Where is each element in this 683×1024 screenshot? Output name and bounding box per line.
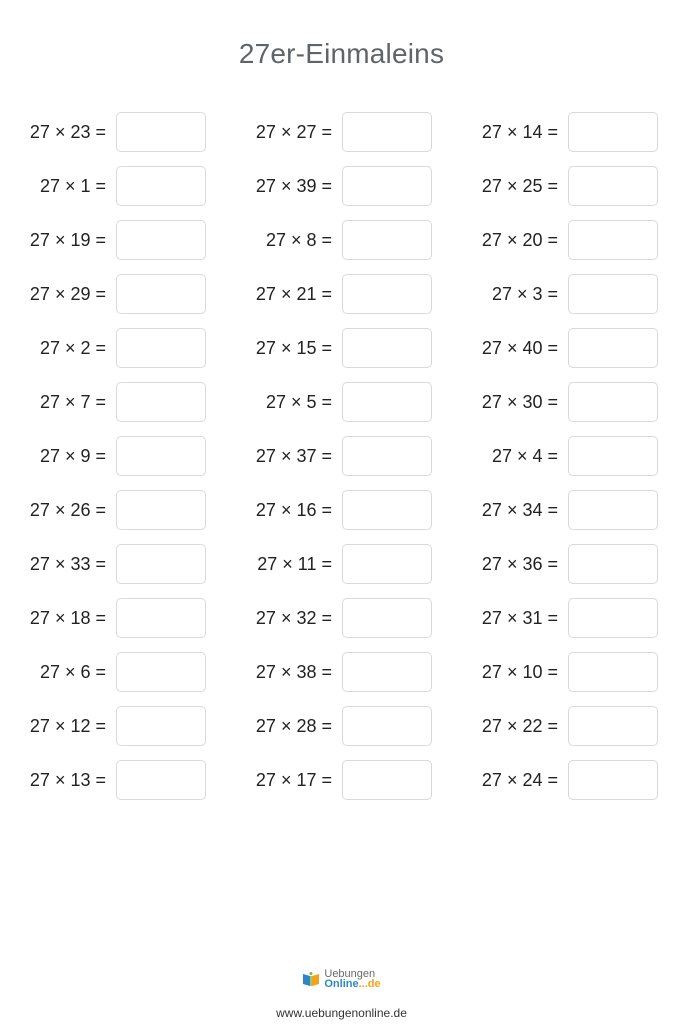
problem-equation: 27 × 37 = (255, 446, 332, 466)
problem-equation: 27 × 24 = (481, 770, 558, 790)
problem-cell (226, 760, 452, 800)
problem-equation: 27 × 40 = (481, 338, 558, 358)
answer-input[interactable] (568, 382, 658, 422)
problem-cell (0, 436, 226, 476)
problem-equation: 27 × 13 = (29, 770, 106, 790)
answer-input[interactable] (568, 112, 658, 152)
problem-row (0, 706, 683, 746)
answer-input[interactable] (568, 652, 658, 692)
problem-cell (0, 598, 226, 638)
problem-cell (0, 382, 226, 422)
logo-wordmark (324, 969, 380, 989)
problem-cell (0, 220, 226, 260)
problem-equation: 27 × 34 = (481, 500, 558, 520)
problem-equation: 27 × 16 = (255, 500, 332, 520)
problem-equation: 27 × 7 = (39, 392, 106, 412)
problem-cell (452, 274, 678, 314)
logo-text-top: Uebungen (324, 968, 376, 980)
answer-input[interactable] (116, 760, 206, 800)
answer-input[interactable] (568, 598, 658, 638)
page-title: 27er-Einmaleins (238, 38, 445, 69)
problem-cell (452, 328, 678, 368)
problem-row (0, 760, 683, 800)
problem-cell (0, 328, 226, 368)
answer-input[interactable] (568, 436, 658, 476)
problem-cell (0, 274, 226, 314)
logo-text-de: de (367, 978, 381, 990)
problem-equation: 27 × 23 = (29, 122, 106, 142)
answer-input[interactable] (568, 760, 658, 800)
answer-input[interactable] (342, 490, 432, 530)
problem-equation: 27 × 18 = (29, 608, 106, 628)
problem-equation: 27 × 9 = (39, 446, 106, 466)
logo-text-online: Online (324, 978, 359, 990)
answer-input[interactable] (116, 706, 206, 746)
answer-input[interactable] (342, 112, 432, 152)
problem-cell (0, 652, 226, 692)
problem-equation: 27 × 32 = (255, 608, 332, 628)
problem-cell (452, 112, 678, 152)
answer-input[interactable] (116, 652, 206, 692)
answer-input[interactable] (342, 760, 432, 800)
answer-input[interactable] (342, 166, 432, 206)
answer-input[interactable] (116, 166, 206, 206)
problem-cell (0, 166, 226, 206)
problem-cell (226, 436, 452, 476)
problem-cell (226, 382, 452, 422)
answer-input[interactable] (116, 328, 206, 368)
answer-input[interactable] (116, 436, 206, 476)
problem-cell (452, 652, 678, 692)
problem-cell (0, 760, 226, 800)
answer-input[interactable] (342, 220, 432, 260)
problem-equation: 27 × 27 = (255, 122, 332, 142)
problem-cell (226, 706, 452, 746)
problem-equation: 27 × 4 = (491, 446, 558, 466)
problem-cell (226, 328, 452, 368)
answer-input[interactable] (116, 544, 206, 584)
problem-equation: 27 × 39 = (255, 176, 332, 196)
answer-input[interactable] (568, 166, 658, 206)
footer-url: www.uebungenonline.de (276, 1006, 407, 1020)
problem-cell (0, 490, 226, 530)
problem-equation: 27 × 21 = (255, 284, 332, 304)
site-logo (0, 966, 683, 992)
problem-cell (226, 274, 452, 314)
problem-equation: 27 × 2 = (39, 338, 106, 358)
answer-input[interactable] (116, 112, 206, 152)
problem-equation: 27 × 25 = (481, 176, 558, 196)
problem-equation: 27 × 6 = (39, 662, 106, 682)
problem-equation: 27 × 30 = (481, 392, 558, 412)
problem-cell (0, 544, 226, 584)
problem-equation: 27 × 20 = (481, 230, 558, 250)
problem-row (0, 544, 683, 584)
problem-cell (0, 112, 226, 152)
problem-row (0, 490, 683, 530)
problem-equation: 27 × 5 = (265, 392, 332, 412)
problem-equation: 27 × 38 = (255, 662, 332, 682)
problem-equation: 27 × 19 = (29, 230, 106, 250)
problem-equation: 27 × 31 = (481, 608, 558, 628)
problem-cell (452, 382, 678, 422)
answer-input[interactable] (568, 706, 658, 746)
problem-row (0, 166, 683, 206)
problem-equation: 27 × 3 = (491, 284, 558, 304)
answer-input[interactable] (116, 382, 206, 422)
logo-dots: ... (358, 978, 368, 990)
problem-row (0, 436, 683, 476)
problem-row (0, 112, 683, 152)
problem-cell (226, 598, 452, 638)
answer-input[interactable] (116, 490, 206, 530)
problem-row (0, 328, 683, 368)
answer-input[interactable] (568, 274, 658, 314)
problem-cell (452, 436, 678, 476)
answer-input[interactable] (116, 220, 206, 260)
answer-input[interactable] (568, 490, 658, 530)
problem-equation: 27 × 26 = (29, 500, 106, 520)
problem-row (0, 382, 683, 422)
problem-cell (226, 652, 452, 692)
problem-cell (226, 166, 452, 206)
problem-equation: 27 × 1 = (39, 176, 106, 196)
problem-equation: 27 × 28 = (255, 716, 332, 736)
problem-cell (452, 544, 678, 584)
answer-input[interactable] (342, 544, 432, 584)
problem-equation: 27 × 10 = (481, 662, 558, 682)
problem-equation: 27 × 11 = (257, 554, 332, 574)
problem-row (0, 598, 683, 638)
answer-input[interactable] (342, 274, 432, 314)
problem-equation: 27 × 29 = (29, 284, 106, 304)
answer-input[interactable] (342, 652, 432, 692)
answer-input[interactable] (116, 274, 206, 314)
answer-input[interactable] (116, 598, 206, 638)
answer-input[interactable] (342, 706, 432, 746)
answer-input[interactable] (568, 544, 658, 584)
problem-cell (452, 166, 678, 206)
answer-input[interactable] (342, 382, 432, 422)
problem-cell (452, 706, 678, 746)
problem-row (0, 274, 683, 314)
book-icon (302, 971, 320, 987)
problem-equation: 27 × 17 = (255, 770, 332, 790)
problem-equation: 27 × 15 = (255, 338, 332, 358)
answer-input[interactable] (568, 220, 658, 260)
problem-cell (226, 544, 452, 584)
problem-cell (0, 706, 226, 746)
answer-input[interactable] (342, 436, 432, 476)
problem-equation: 27 × 22 = (481, 716, 558, 736)
problem-equation: 27 × 12 = (29, 716, 106, 736)
problem-equation: 27 × 8 = (265, 230, 332, 250)
problem-row (0, 220, 683, 260)
logo-text-bottom (324, 979, 380, 989)
problem-equation: 27 × 14 = (481, 122, 558, 142)
problem-cell (452, 220, 678, 260)
problem-cell (452, 598, 678, 638)
answer-input[interactable] (342, 598, 432, 638)
problem-cell (226, 112, 452, 152)
problem-equation: 27 × 36 = (481, 554, 558, 574)
problem-row (0, 652, 683, 692)
problem-cell (226, 220, 452, 260)
problem-cell (226, 490, 452, 530)
answer-input[interactable] (342, 328, 432, 368)
problem-cell (452, 490, 678, 530)
problem-cell (452, 760, 678, 800)
answer-input[interactable] (568, 328, 658, 368)
problem-equation: 27 × 33 = (29, 554, 106, 574)
